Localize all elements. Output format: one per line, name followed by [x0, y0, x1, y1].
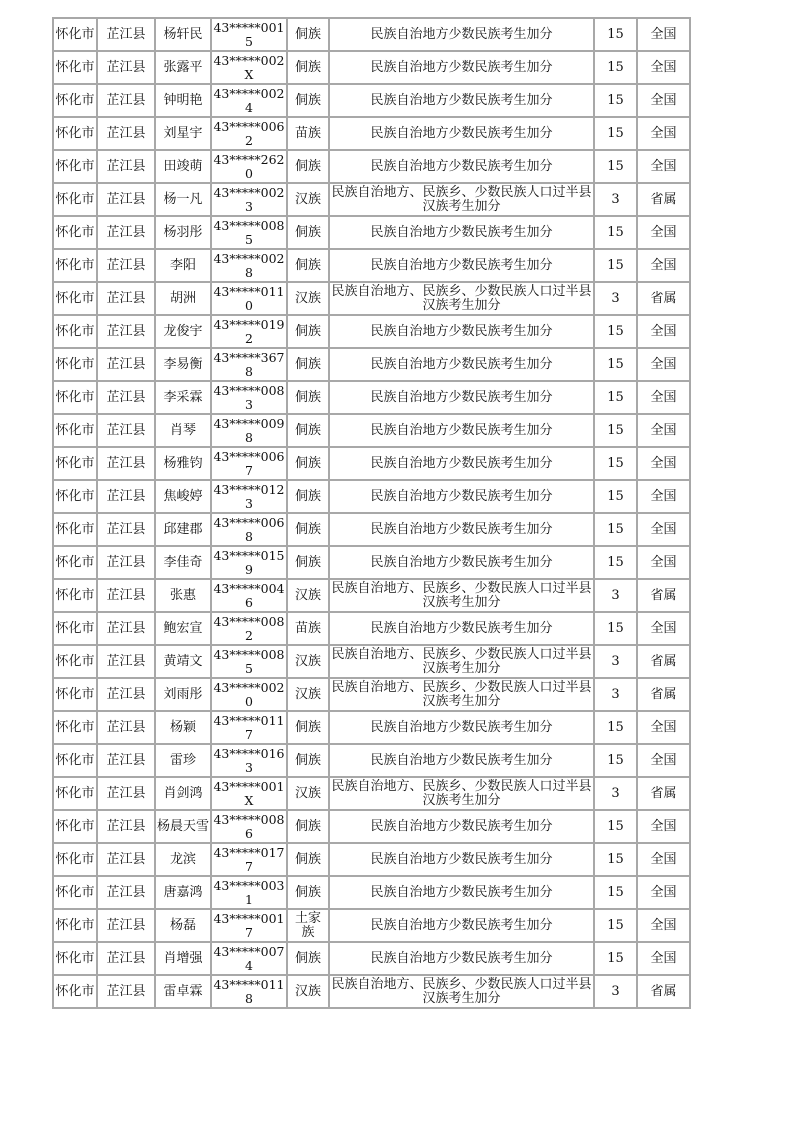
- name-cell: 刘雨彤: [155, 678, 211, 711]
- table-row: [53, 711, 690, 744]
- bonus-category-cell: 民族自治地方少数民族考生加分: [329, 480, 594, 513]
- county-cell: 芷江县: [97, 711, 155, 744]
- table-row: [53, 183, 690, 216]
- bonus-category-cell: 民族自治地方少数民族考生加分: [329, 216, 594, 249]
- bonus-category-cell: 民族自治地方、民族乡、少数民族人口过半县汉族考生加分: [329, 777, 594, 810]
- table-row: [53, 612, 690, 645]
- bonus-category-cell: 民族自治地方少数民族考生加分: [329, 249, 594, 282]
- bonus-category-cell: 民族自治地方少数民族考生加分: [329, 909, 594, 942]
- table-row: [53, 513, 690, 546]
- bonus-category-cell: 民族自治地方少数民族考生加分: [329, 810, 594, 843]
- bonus-category-cell: 民族自治地方少数民族考生加分: [329, 546, 594, 579]
- scope-cell: 全国: [637, 348, 690, 381]
- ethnicity-cell: 侗族: [287, 348, 329, 381]
- name-cell: 肖增强: [155, 942, 211, 975]
- name-cell: 李易衡: [155, 348, 211, 381]
- bonus-category-cell: 民族自治地方少数民族考生加分: [329, 711, 594, 744]
- table-row: [53, 843, 690, 876]
- county-cell: 芷江县: [97, 51, 155, 84]
- scope-cell: 全国: [637, 447, 690, 480]
- table-row: [53, 579, 690, 612]
- bonus-points-cell: 3: [594, 975, 637, 1008]
- id-number-cell: 43*****001X: [211, 777, 287, 810]
- name-cell: 张露平: [155, 51, 211, 84]
- ethnicity-cell: 苗族: [287, 117, 329, 150]
- scope-cell: 全国: [637, 84, 690, 117]
- name-cell: 田竣萌: [155, 150, 211, 183]
- bonus-points-cell: 15: [594, 249, 637, 282]
- bonus-points-cell: 15: [594, 480, 637, 513]
- county-cell: 芷江县: [97, 678, 155, 711]
- scope-cell: 全国: [637, 744, 690, 777]
- ethnicity-cell: 侗族: [287, 18, 329, 51]
- table-row: [53, 645, 690, 678]
- ethnicity-cell: 汉族: [287, 645, 329, 678]
- ethnicity-cell: 侗族: [287, 546, 329, 579]
- bonus-category-cell: 民族自治地方少数民族考生加分: [329, 315, 594, 348]
- city-cell: 怀化市: [53, 480, 97, 513]
- id-number-cell: 43*****0023: [211, 183, 287, 216]
- table-row: [53, 777, 690, 810]
- table-row: [53, 84, 690, 117]
- scope-cell: 全国: [637, 942, 690, 975]
- city-cell: 怀化市: [53, 447, 97, 480]
- name-cell: 张惠: [155, 579, 211, 612]
- ethnicity-cell: 汉族: [287, 579, 329, 612]
- county-cell: 芷江县: [97, 414, 155, 447]
- name-cell: 鲍宏宣: [155, 612, 211, 645]
- city-cell: 怀化市: [53, 84, 97, 117]
- ethnicity-cell: 侗族: [287, 51, 329, 84]
- city-cell: 怀化市: [53, 744, 97, 777]
- bonus-points-table: [52, 17, 691, 1009]
- city-cell: 怀化市: [53, 216, 97, 249]
- bonus-category-cell: 民族自治地方少数民族考生加分: [329, 513, 594, 546]
- ethnicity-cell: 侗族: [287, 315, 329, 348]
- county-cell: 芷江县: [97, 645, 155, 678]
- name-cell: 焦峻婷: [155, 480, 211, 513]
- bonus-category-cell: 民族自治地方、民族乡、少数民族人口过半县汉族考生加分: [329, 645, 594, 678]
- county-cell: 芷江县: [97, 513, 155, 546]
- ethnicity-cell: 苗族: [287, 612, 329, 645]
- table-row: [53, 348, 690, 381]
- ethnicity-cell: 侗族: [287, 84, 329, 117]
- bonus-points-cell: 3: [594, 678, 637, 711]
- city-cell: 怀化市: [53, 117, 97, 150]
- county-cell: 芷江县: [97, 843, 155, 876]
- bonus-points-cell: 3: [594, 645, 637, 678]
- city-cell: 怀化市: [53, 810, 97, 843]
- county-cell: 芷江县: [97, 282, 155, 315]
- scope-cell: 省属: [637, 975, 690, 1008]
- scope-cell: 全国: [637, 18, 690, 51]
- county-cell: 芷江县: [97, 216, 155, 249]
- ethnicity-cell: 汉族: [287, 975, 329, 1008]
- id-number-cell: 43*****0028: [211, 249, 287, 282]
- scope-cell: 全国: [637, 711, 690, 744]
- bonus-points-cell: 15: [594, 51, 637, 84]
- table-row: [53, 480, 690, 513]
- name-cell: 杨一凡: [155, 183, 211, 216]
- city-cell: 怀化市: [53, 876, 97, 909]
- county-cell: 芷江县: [97, 876, 155, 909]
- county-cell: 芷江县: [97, 447, 155, 480]
- id-number-cell: 43*****0085: [211, 216, 287, 249]
- ethnicity-cell: 侗族: [287, 810, 329, 843]
- scope-cell: 全国: [637, 480, 690, 513]
- scope-cell: 省属: [637, 282, 690, 315]
- name-cell: 杨晨天雪: [155, 810, 211, 843]
- bonus-category-cell: 民族自治地方少数民族考生加分: [329, 447, 594, 480]
- id-number-cell: 43*****0118: [211, 975, 287, 1008]
- table-row: [53, 18, 690, 51]
- city-cell: 怀化市: [53, 348, 97, 381]
- scope-cell: 全国: [637, 876, 690, 909]
- bonus-category-cell: 民族自治地方少数民族考生加分: [329, 381, 594, 414]
- bonus-points-cell: 3: [594, 777, 637, 810]
- ethnicity-cell: 侗族: [287, 876, 329, 909]
- id-number-cell: 43*****0082: [211, 612, 287, 645]
- name-cell: 刘星宇: [155, 117, 211, 150]
- bonus-points-cell: 15: [594, 414, 637, 447]
- bonus-points-cell: 3: [594, 282, 637, 315]
- id-number-cell: 43*****0163: [211, 744, 287, 777]
- bonus-points-cell: 15: [594, 117, 637, 150]
- county-cell: 芷江县: [97, 381, 155, 414]
- scope-cell: 全国: [637, 51, 690, 84]
- table-row: [53, 150, 690, 183]
- ethnicity-cell: 侗族: [287, 711, 329, 744]
- city-cell: 怀化市: [53, 381, 97, 414]
- name-cell: 杨羽彤: [155, 216, 211, 249]
- scope-cell: 全国: [637, 117, 690, 150]
- table-row: [53, 117, 690, 150]
- id-number-cell: 43*****0024: [211, 84, 287, 117]
- table-row: [53, 249, 690, 282]
- scope-cell: 全国: [637, 150, 690, 183]
- table-row: [53, 975, 690, 1008]
- city-cell: 怀化市: [53, 975, 97, 1008]
- table-row: [53, 315, 690, 348]
- id-number-cell: 43*****0020: [211, 678, 287, 711]
- city-cell: 怀化市: [53, 579, 97, 612]
- ethnicity-cell: 侗族: [287, 447, 329, 480]
- table-row: [53, 381, 690, 414]
- bonus-points-cell: 15: [594, 216, 637, 249]
- bonus-category-cell: 民族自治地方少数民族考生加分: [329, 18, 594, 51]
- ethnicity-cell: 汉族: [287, 183, 329, 216]
- county-cell: 芷江县: [97, 150, 155, 183]
- bonus-category-cell: 民族自治地方少数民族考生加分: [329, 942, 594, 975]
- ethnicity-cell: 侗族: [287, 414, 329, 447]
- bonus-category-cell: 民族自治地方、民族乡、少数民族人口过半县汉族考生加分: [329, 678, 594, 711]
- table-row: [53, 282, 690, 315]
- bonus-category-cell: 民族自治地方少数民族考生加分: [329, 414, 594, 447]
- county-cell: 芷江县: [97, 18, 155, 51]
- bonus-points-cell: 15: [594, 711, 637, 744]
- county-cell: 芷江县: [97, 810, 155, 843]
- bonus-category-cell: 民族自治地方、民族乡、少数民族人口过半县汉族考生加分: [329, 975, 594, 1008]
- city-cell: 怀化市: [53, 249, 97, 282]
- ethnicity-cell: 侗族: [287, 843, 329, 876]
- bonus-points-cell: 15: [594, 546, 637, 579]
- ethnicity-cell: 土家族: [287, 909, 329, 942]
- id-number-cell: 43*****0159: [211, 546, 287, 579]
- scope-cell: 全国: [637, 414, 690, 447]
- ethnicity-cell: 汉族: [287, 678, 329, 711]
- bonus-points-cell: 15: [594, 810, 637, 843]
- ethnicity-cell: 侗族: [287, 480, 329, 513]
- city-cell: 怀化市: [53, 414, 97, 447]
- table-row: [53, 546, 690, 579]
- ethnicity-cell: 侗族: [287, 150, 329, 183]
- county-cell: 芷江县: [97, 117, 155, 150]
- bonus-points-cell: 15: [594, 843, 637, 876]
- bonus-category-cell: 民族自治地方少数民族考生加分: [329, 843, 594, 876]
- name-cell: 李佳奇: [155, 546, 211, 579]
- name-cell: 钟明艳: [155, 84, 211, 117]
- scope-cell: 全国: [637, 513, 690, 546]
- county-cell: 芷江县: [97, 546, 155, 579]
- name-cell: 李阳: [155, 249, 211, 282]
- city-cell: 怀化市: [53, 678, 97, 711]
- county-cell: 芷江县: [97, 84, 155, 117]
- table-row: [53, 744, 690, 777]
- name-cell: 唐嘉鸿: [155, 876, 211, 909]
- scope-cell: 全国: [637, 216, 690, 249]
- bonus-category-cell: 民族自治地方少数民族考生加分: [329, 612, 594, 645]
- city-cell: 怀化市: [53, 546, 97, 579]
- county-cell: 芷江县: [97, 348, 155, 381]
- scope-cell: 全国: [637, 381, 690, 414]
- name-cell: 肖剑鸿: [155, 777, 211, 810]
- bonus-category-cell: 民族自治地方、民族乡、少数民族人口过半县汉族考生加分: [329, 579, 594, 612]
- scope-cell: 全国: [637, 612, 690, 645]
- name-cell: 肖琴: [155, 414, 211, 447]
- bonus-points-cell: 3: [594, 183, 637, 216]
- scope-cell: 省属: [637, 645, 690, 678]
- bonus-points-cell: 15: [594, 348, 637, 381]
- county-cell: 芷江县: [97, 480, 155, 513]
- name-cell: 杨磊: [155, 909, 211, 942]
- id-number-cell: 43*****0085: [211, 645, 287, 678]
- scope-cell: 省属: [637, 183, 690, 216]
- table-row: [53, 942, 690, 975]
- city-cell: 怀化市: [53, 942, 97, 975]
- table-row: [53, 876, 690, 909]
- county-cell: 芷江县: [97, 579, 155, 612]
- city-cell: 怀化市: [53, 282, 97, 315]
- name-cell: 雷珍: [155, 744, 211, 777]
- table-row: [53, 678, 690, 711]
- scope-cell: 全国: [637, 810, 690, 843]
- county-cell: 芷江县: [97, 744, 155, 777]
- id-number-cell: 43*****0031: [211, 876, 287, 909]
- bonus-points-cell: 15: [594, 315, 637, 348]
- id-number-cell: 43*****0067: [211, 447, 287, 480]
- id-number-cell: 43*****0068: [211, 513, 287, 546]
- scope-cell: 省属: [637, 579, 690, 612]
- id-number-cell: 43*****0177: [211, 843, 287, 876]
- table-row: [53, 810, 690, 843]
- table-body: [53, 18, 690, 1008]
- id-number-cell: 43*****3678: [211, 348, 287, 381]
- id-number-cell: 43*****0083: [211, 381, 287, 414]
- name-cell: 胡洲: [155, 282, 211, 315]
- id-number-cell: 43*****0098: [211, 414, 287, 447]
- name-cell: 龙俊宇: [155, 315, 211, 348]
- city-cell: 怀化市: [53, 645, 97, 678]
- name-cell: 雷卓霖: [155, 975, 211, 1008]
- city-cell: 怀化市: [53, 777, 97, 810]
- city-cell: 怀化市: [53, 612, 97, 645]
- bonus-points-cell: 3: [594, 579, 637, 612]
- bonus-points-cell: 15: [594, 612, 637, 645]
- bonus-category-cell: 民族自治地方少数民族考生加分: [329, 117, 594, 150]
- ethnicity-cell: 侗族: [287, 249, 329, 282]
- scope-cell: 省属: [637, 777, 690, 810]
- bonus-points-cell: 15: [594, 84, 637, 117]
- bonus-points-cell: 15: [594, 150, 637, 183]
- county-cell: 芷江县: [97, 942, 155, 975]
- county-cell: 芷江县: [97, 909, 155, 942]
- city-cell: 怀化市: [53, 150, 97, 183]
- ethnicity-cell: 汉族: [287, 282, 329, 315]
- city-cell: 怀化市: [53, 315, 97, 348]
- county-cell: 芷江县: [97, 183, 155, 216]
- id-number-cell: 43*****0110: [211, 282, 287, 315]
- name-cell: 邱建郡: [155, 513, 211, 546]
- bonus-category-cell: 民族自治地方少数民族考生加分: [329, 876, 594, 909]
- city-cell: 怀化市: [53, 843, 97, 876]
- bonus-category-cell: 民族自治地方少数民族考生加分: [329, 51, 594, 84]
- ethnicity-cell: 侗族: [287, 942, 329, 975]
- county-cell: 芷江县: [97, 315, 155, 348]
- name-cell: 杨颖: [155, 711, 211, 744]
- id-number-cell: 43*****0046: [211, 579, 287, 612]
- bonus-points-cell: 15: [594, 447, 637, 480]
- scope-cell: 全国: [637, 315, 690, 348]
- id-number-cell: 43*****0123: [211, 480, 287, 513]
- table-row: [53, 447, 690, 480]
- scope-cell: 全国: [637, 546, 690, 579]
- bonus-category-cell: 民族自治地方、民族乡、少数民族人口过半县汉族考生加分: [329, 282, 594, 315]
- id-number-cell: 43*****002X: [211, 51, 287, 84]
- table-row: [53, 51, 690, 84]
- id-number-cell: 43*****0062: [211, 117, 287, 150]
- id-number-cell: 43*****2620: [211, 150, 287, 183]
- table-row: [53, 414, 690, 447]
- table-row: [53, 216, 690, 249]
- city-cell: 怀化市: [53, 183, 97, 216]
- id-number-cell: 43*****0086: [211, 810, 287, 843]
- id-number-cell: 43*****0117: [211, 711, 287, 744]
- table-row: [53, 909, 690, 942]
- ethnicity-cell: 汉族: [287, 777, 329, 810]
- city-cell: 怀化市: [53, 513, 97, 546]
- ethnicity-cell: 侗族: [287, 381, 329, 414]
- name-cell: 黄靖文: [155, 645, 211, 678]
- scope-cell: 全国: [637, 843, 690, 876]
- bonus-category-cell: 民族自治地方少数民族考生加分: [329, 150, 594, 183]
- ethnicity-cell: 侗族: [287, 216, 329, 249]
- name-cell: 李采霖: [155, 381, 211, 414]
- city-cell: 怀化市: [53, 18, 97, 51]
- name-cell: 杨轩民: [155, 18, 211, 51]
- id-number-cell: 43*****0017: [211, 909, 287, 942]
- bonus-points-cell: 15: [594, 381, 637, 414]
- city-cell: 怀化市: [53, 51, 97, 84]
- county-cell: 芷江县: [97, 777, 155, 810]
- bonus-category-cell: 民族自治地方少数民族考生加分: [329, 84, 594, 117]
- bonus-points-cell: 15: [594, 942, 637, 975]
- bonus-points-cell: 15: [594, 909, 637, 942]
- id-number-cell: 43*****0192: [211, 315, 287, 348]
- id-number-cell: 43*****0015: [211, 18, 287, 51]
- city-cell: 怀化市: [53, 909, 97, 942]
- scope-cell: 省属: [637, 678, 690, 711]
- bonus-points-cell: 15: [594, 876, 637, 909]
- bonus-points-cell: 15: [594, 513, 637, 546]
- bonus-points-cell: 15: [594, 744, 637, 777]
- name-cell: 杨雅钧: [155, 447, 211, 480]
- bonus-category-cell: 民族自治地方少数民族考生加分: [329, 744, 594, 777]
- city-cell: 怀化市: [53, 711, 97, 744]
- id-number-cell: 43*****0074: [211, 942, 287, 975]
- bonus-category-cell: 民族自治地方少数民族考生加分: [329, 348, 594, 381]
- scope-cell: 全国: [637, 249, 690, 282]
- scope-cell: 全国: [637, 909, 690, 942]
- bonus-category-cell: 民族自治地方、民族乡、少数民族人口过半县汉族考生加分: [329, 183, 594, 216]
- bonus-points-cell: 15: [594, 18, 637, 51]
- county-cell: 芷江县: [97, 612, 155, 645]
- ethnicity-cell: 侗族: [287, 513, 329, 546]
- ethnicity-cell: 侗族: [287, 744, 329, 777]
- county-cell: 芷江县: [97, 249, 155, 282]
- county-cell: 芷江县: [97, 975, 155, 1008]
- name-cell: 龙滨: [155, 843, 211, 876]
